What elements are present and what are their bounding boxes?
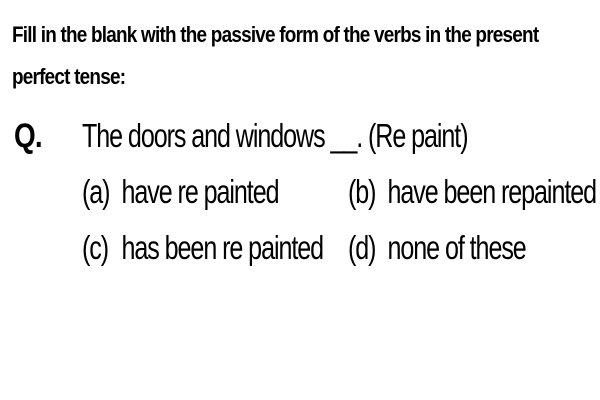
option-b [348,172,596,212]
instruction-text [12,14,588,98]
instruction-line-2: perfect tense: [12,64,126,89]
option-a-text: have re painted [121,173,279,210]
option-c [82,228,323,268]
option-d-tag: (d) [348,229,376,266]
option-d [348,228,526,268]
option-a-tag: (a) [82,173,110,210]
question-text: The doors and windows __. (Re paint) [82,117,468,154]
option-a [82,172,278,212]
option-b-tag: (b) [348,173,376,210]
option-b-text: have been repainted [387,173,597,210]
question-label: Q. [14,117,42,155]
instruction-line-1: Fill in the blank with the passive form of the verbs in the present [12,22,539,47]
option-c-tag: (c) [82,229,109,266]
option-c-text: has been re painted [121,229,324,266]
option-d-text: none of these [387,229,526,266]
